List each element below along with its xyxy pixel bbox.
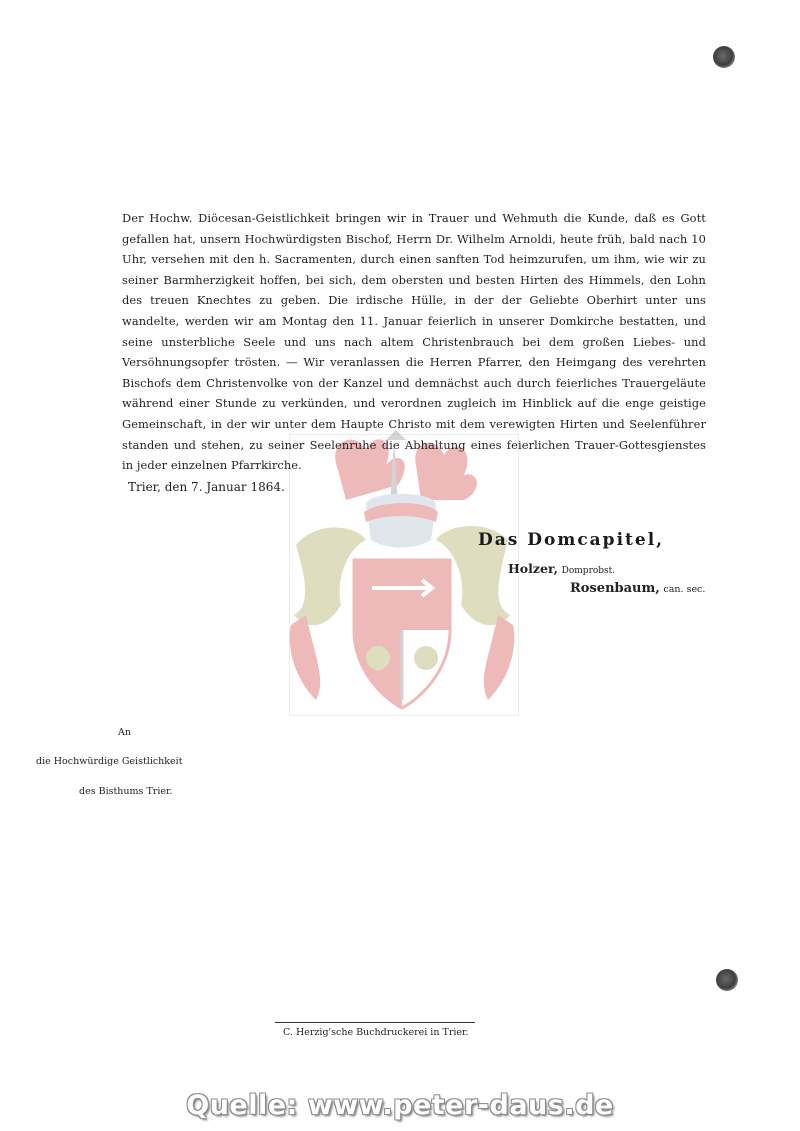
letter-body-text: Der Hochw. Diöcesan-Geistlichkeit bringen wir in Trauer und Wehmuth die Kunde, daß es Gott gefallen hat, unsern Hochwürdigsten Bischof, Herrn Dr. Wilhelm Arnoldi, heute früh, bald nach 10 Uhr, versehen mit den h. Sacramenten, durch einen sanften Tod heimzurufen, um ihm, wie wir zu seiner Barmherzigkeit hoffen, bei sich, dem obersten und besten Hirten des Himmels, den Lohn des treuen Knechtes zu geben. Die irdische Hülle, in der der Geliebte Oberhirt unter uns wandelte, werden wir am Montag den 11. Januar feierlich in unserer Domkirche bestatten, und seine unsterbliche Seele und uns nach altem Christenbrauch bei dem großen Liebes- und Versöhnungsopfer trösten. — Wir veranlassen die Herren Pfarrer, den Heimgang des verehrten Bischofs dem Christenvolke von der Kanzel und demnächst auch durch feierliches Trauergeläute während einer Stunde zu verkünden, und verordnen zugleich im Hinblick auf die enge geistige Gemeinschaft, in der wir unter dem Haupte Christo mit dem verewigten Hirten und Seelenführer standen und stehen, zu seiner Seelenruhe die Abhaltung eines feierlichen Trauer-Gottesgienstes in jeder einzelnen Pfarrkirche. xyxy=(122,211,706,473)
punch-hole-icon xyxy=(716,969,738,991)
address-line-1: An xyxy=(118,727,131,738)
watermark-frame xyxy=(289,434,519,716)
signature-rosenbaum xyxy=(570,581,705,596)
signature-rosenbaum-title: can. sec. xyxy=(663,584,706,595)
address-line-2: die Hochwürdige Geistlichkeit xyxy=(36,756,183,767)
printer-divider xyxy=(275,1022,475,1023)
signature-holzer-title: Domprobst. xyxy=(561,566,616,576)
signature-holzer xyxy=(508,561,615,576)
date-line: Trier, den 7. Januar 1864. xyxy=(128,480,285,494)
letter-body xyxy=(122,208,706,476)
source-credit: Quelle: www.peter-daus.de xyxy=(186,1090,614,1121)
address-line-3: des Bisthums Trier. xyxy=(79,786,173,797)
signature-chapter: Das Domcapitel, xyxy=(478,530,665,550)
punch-hole-icon xyxy=(713,46,735,68)
printer-imprint: C. Herzig'sche Buchdruckerei in Trier. xyxy=(283,1027,469,1038)
signature-rosenbaum-name: Rosenbaum, xyxy=(570,581,660,596)
signature-holzer-name: Holzer, xyxy=(508,561,558,576)
